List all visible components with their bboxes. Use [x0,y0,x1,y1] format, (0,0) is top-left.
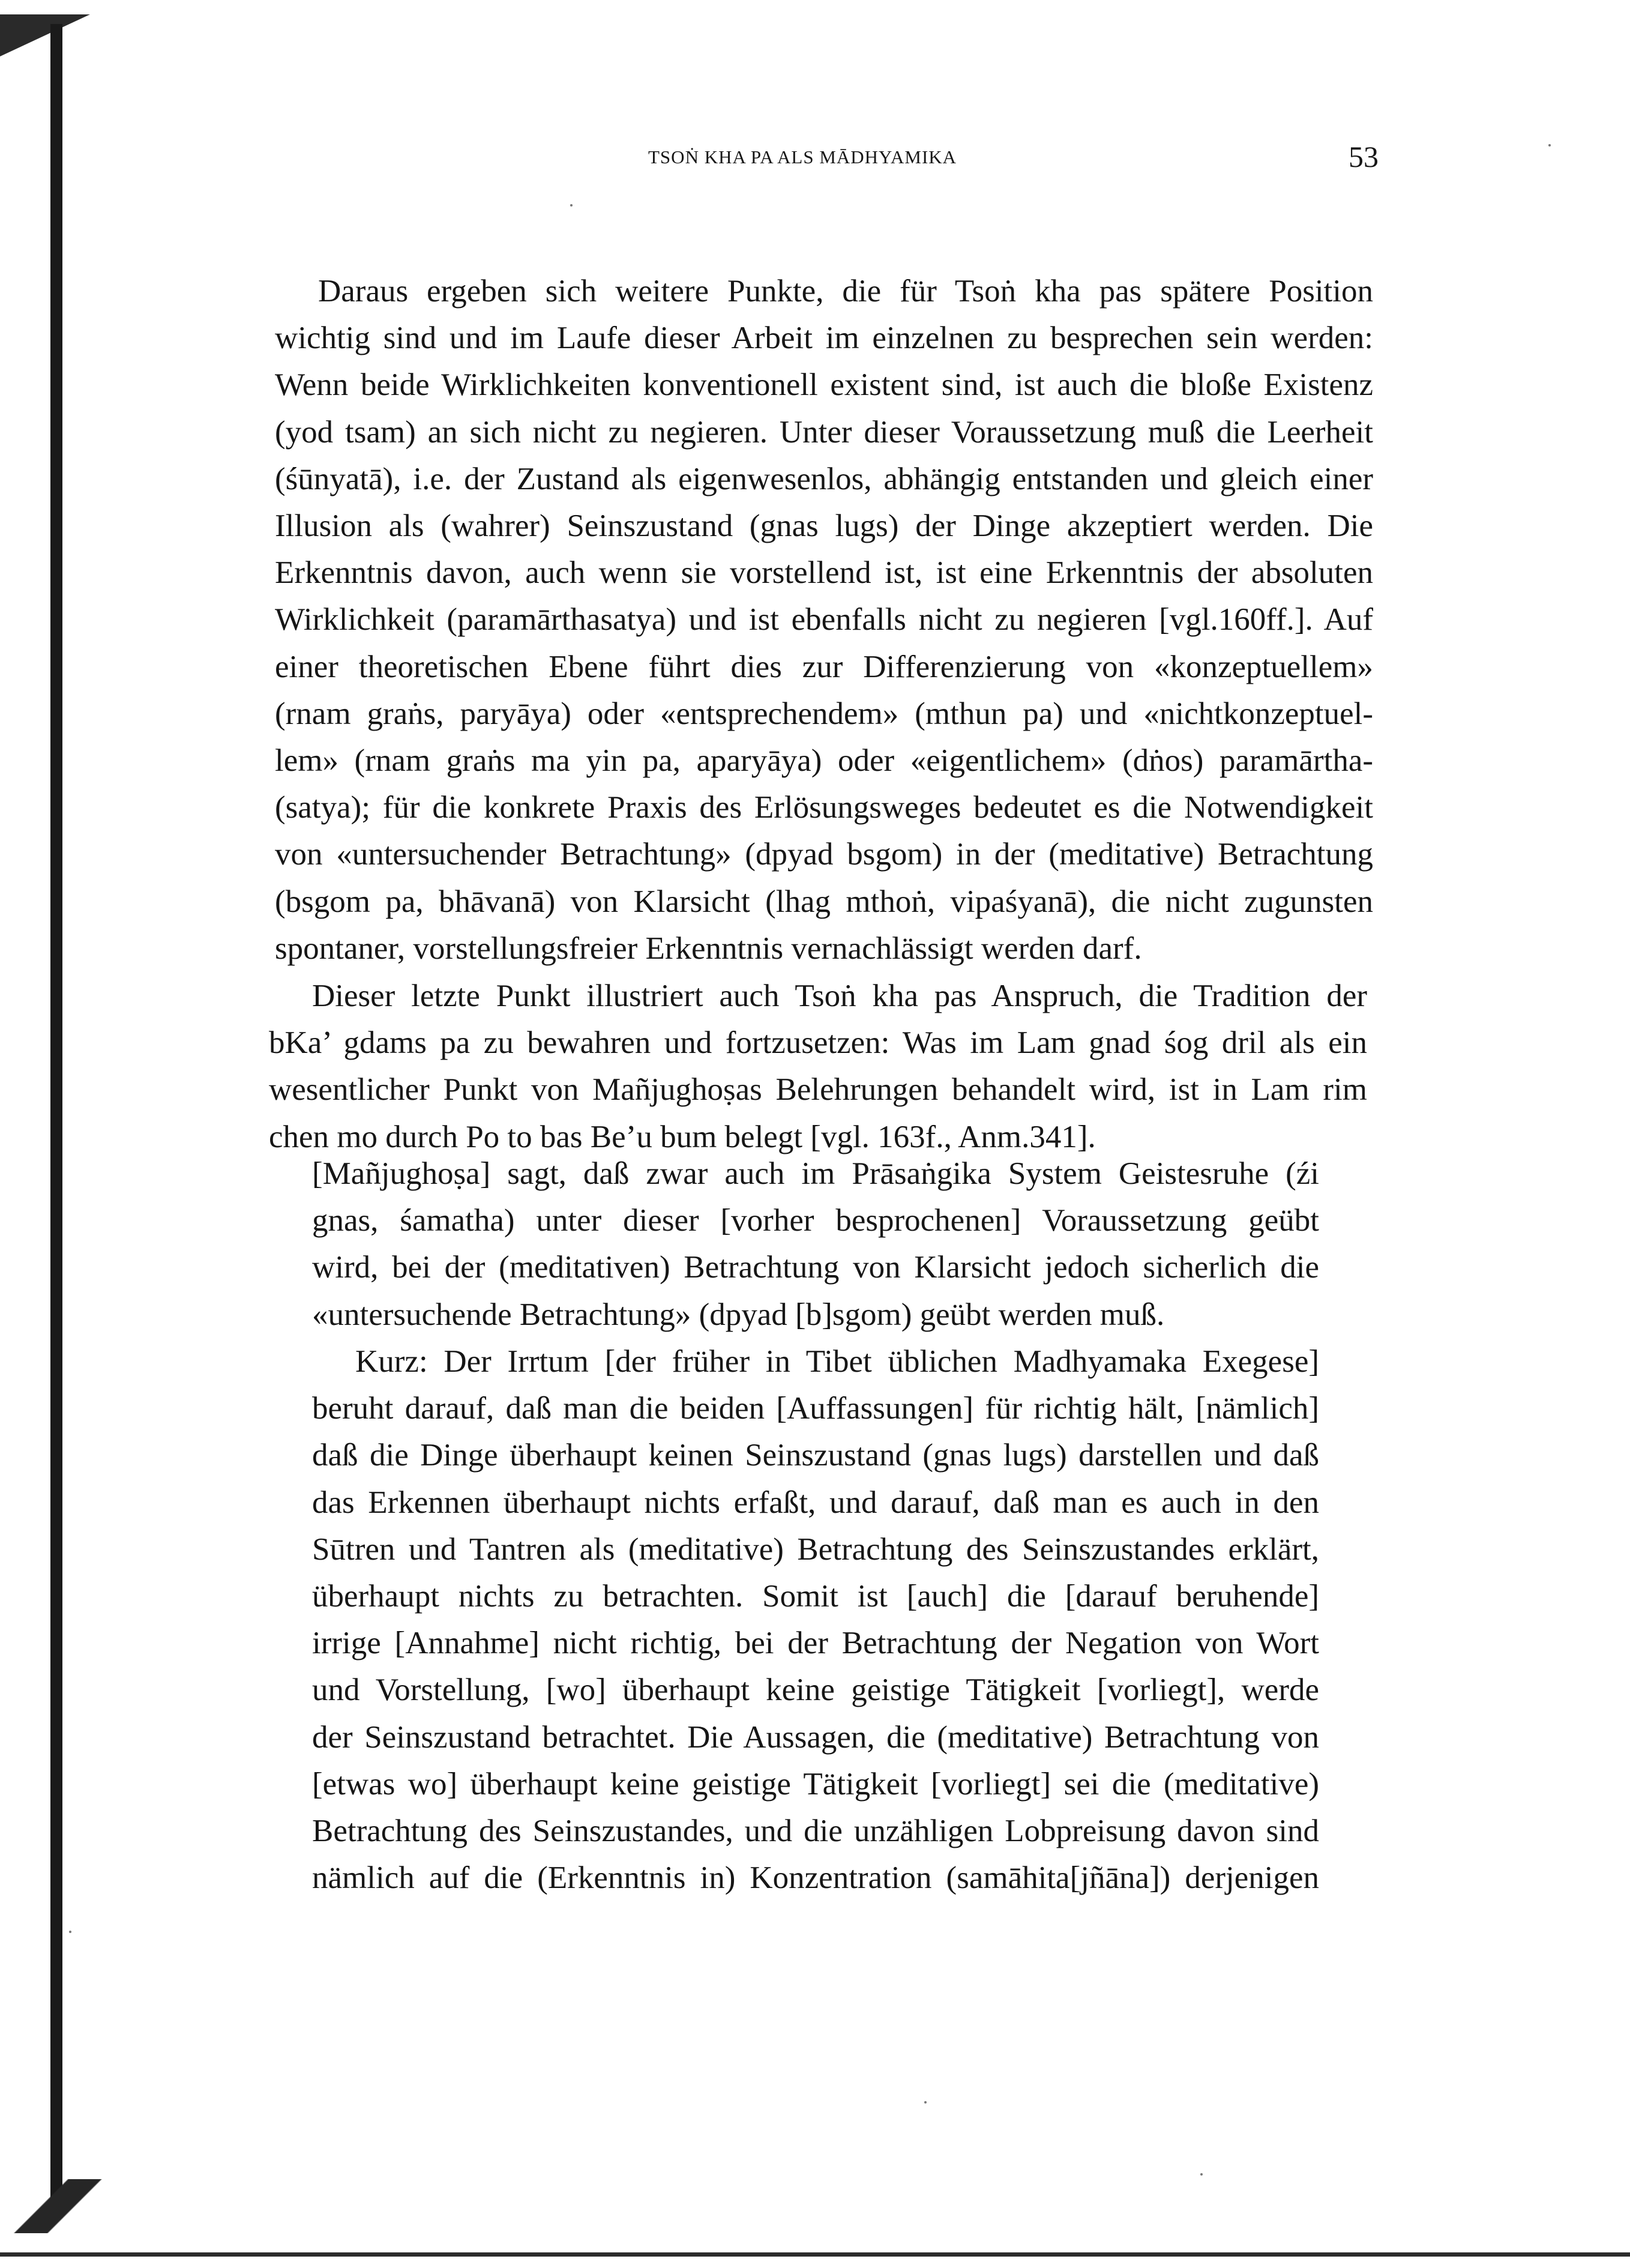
text-line: lem» (rnam graṅs ma yin pa, aparyāya) oder «eigentlichem» (dṅos) paramārtha- [275,743,1373,779]
paragraph-1 [275,268,1373,972]
scan-binding-edge [50,24,62,2218]
text-line: (yod tsam) an sich nicht zu negieren. Unter dieser Voraussetzung muß die Leerheit [275,414,1373,450]
scan-bottom-line [0,2252,1630,2257]
text-line: irrige [Annahme] nicht richtig, bei der Betrachtung der Negation von Wort [312,1626,1319,1661]
text-line: wird, bei der (meditativen) Betrachtung von Klarsicht jedoch sicherlich die [312,1250,1319,1285]
dust-speck [1548,144,1551,146]
text-line: daß die Dinge überhaupt keinen Seinszustand (gnas lugs) darstellen und daß [312,1438,1319,1473]
text-line: [Mañjughoṣa] sagt, daß zwar auch im Prāsaṅgika System Geistesruhe (źi [312,1156,1319,1191]
text-line: Daraus ergeben sich weitere Punkte, die für Tsoṅ kha pas spätere Position [318,274,1373,309]
scan-shadow-top [0,14,90,56]
block-quote-2 [312,1338,1319,1901]
text-line: wesentlicher Punkt von Mañjughoṣas Belehrungen behandelt wird, ist in Lam rim [269,1072,1367,1108]
text-line: Wenn beide Wirklichkeiten konventionell existent sind, ist auch die bloße Existenz [275,367,1373,403]
text-line: von «untersuchender Betrachtung» (dpyad bsgom) in der (meditative) Betrachtung [275,837,1373,872]
block-quote-1 [312,1150,1319,1338]
running-title: TSOṄ KHA PA ALS MĀDHYAMIKA [648,146,957,167]
text-line: einer theoretischen Ebene führt dies zur Differenzierung von «konzeptuellem» [275,649,1373,684]
text-line: nämlich auf die (Erkenntnis in) Konzentration (samāhita[jñāna]) derjenigen [312,1860,1319,1896]
text-line: Illusion als (wahrer) Seinszustand (gnas lugs) der Dinge akzeptiert werden. Die [275,508,1373,544]
text-line: Dieser letzte Punkt illustriert auch Tsoṅ kha pas Anspruch, die Tradition der [312,979,1367,1013]
text-line: chen mo durch Po to bas Be’u bum belegt [vgl. 163f., Anm.341]. [269,1119,1096,1154]
text-line: der Seinszustand betrachtet. Die Aussagen, die (meditative) Betrachtung von [312,1719,1319,1755]
text-line: wichtig sind und im Laufe dieser Arbeit im einzelnen zu besprechen sein werden: [275,321,1373,356]
text-line: [etwas wo] überhaupt keine geistige Tätigkeit [vorliegt] sei die (meditative) [312,1766,1319,1802]
text-line: Sūtren und Tantren als (meditative) Betrachtung des Seinszustandes erklärt, [312,1531,1319,1567]
text-line: Wirklichkeit (paramārthasatya) und ist ebenfalls nicht zu negieren [vgl.160ff.]. Auf [275,602,1373,638]
page-number: 53 [1349,140,1379,173]
text-line: (bsgom pa, bhāvanā) von Klarsicht (lhag mthoṅ, vipaśyanā), die nicht zugunsten [275,884,1373,919]
text-line: bKa’ gdams pa zu bewahren und fortzusetzen: Was im Lam gnad śog dril als ein [269,1025,1367,1061]
dust-speck [1200,2173,1203,2176]
dust-speck [570,204,573,207]
paragraph-2 [269,973,1367,1160]
text-line: beruht darauf, daß man die beiden [Auffassungen] für richtig hält, [nämlich] [312,1391,1319,1426]
text-line: (rnam graṅs, paryāya) oder «entsprechendem» (mthun pa) und «nichtkonzeptuel- [275,696,1373,731]
text-line: «untersuchende Betrachtung» (dpyad [b]sgom) geübt werden muß. [312,1297,1165,1332]
text-line: Betrachtung des Seinszustandes, und die unzähligen Lobpreisung davon sind [312,1814,1319,1849]
text-line: (śūnyatā), i.e. der Zustand als eigenwesenlos, abhängig entstanden und gleich einer [275,461,1373,496]
dust-speck [69,1931,71,1933]
text-line: überhaupt nichts zu betrachten. Somit ist [auch] die [darauf beruhende] [312,1579,1319,1614]
text-line: Erkenntnis davon, auch wenn sie vorstellend ist, ist eine Erkenntnis der absoluten [275,555,1373,591]
text-line: und Vorstellung, [wo] überhaupt keine geistige Tätigkeit [vorliegt], werde [312,1672,1319,1708]
text-line: Kurz: Der Irrtum [der früher in Tibet üblichen Madhyamaka Exegese] [355,1344,1319,1379]
text-line: (satya); für die konkrete Praxis des Erlösungsweges bedeutet es die Notwendigkeit [275,790,1373,825]
dust-speck [924,2101,927,2104]
scan-shadow-bottom [0,2179,114,2233]
text-line: spontaner, vorstellungsfreier Erkenntnis vernachlässigt werden darf. [275,930,1142,966]
text-line: das Erkennen überhaupt nichts erfaßt, und darauf, daß man es auch in den [312,1485,1319,1520]
text-line: gnas, śamatha) unter dieser [vorher besprochenen] Voraussetzung geübt [312,1203,1319,1238]
